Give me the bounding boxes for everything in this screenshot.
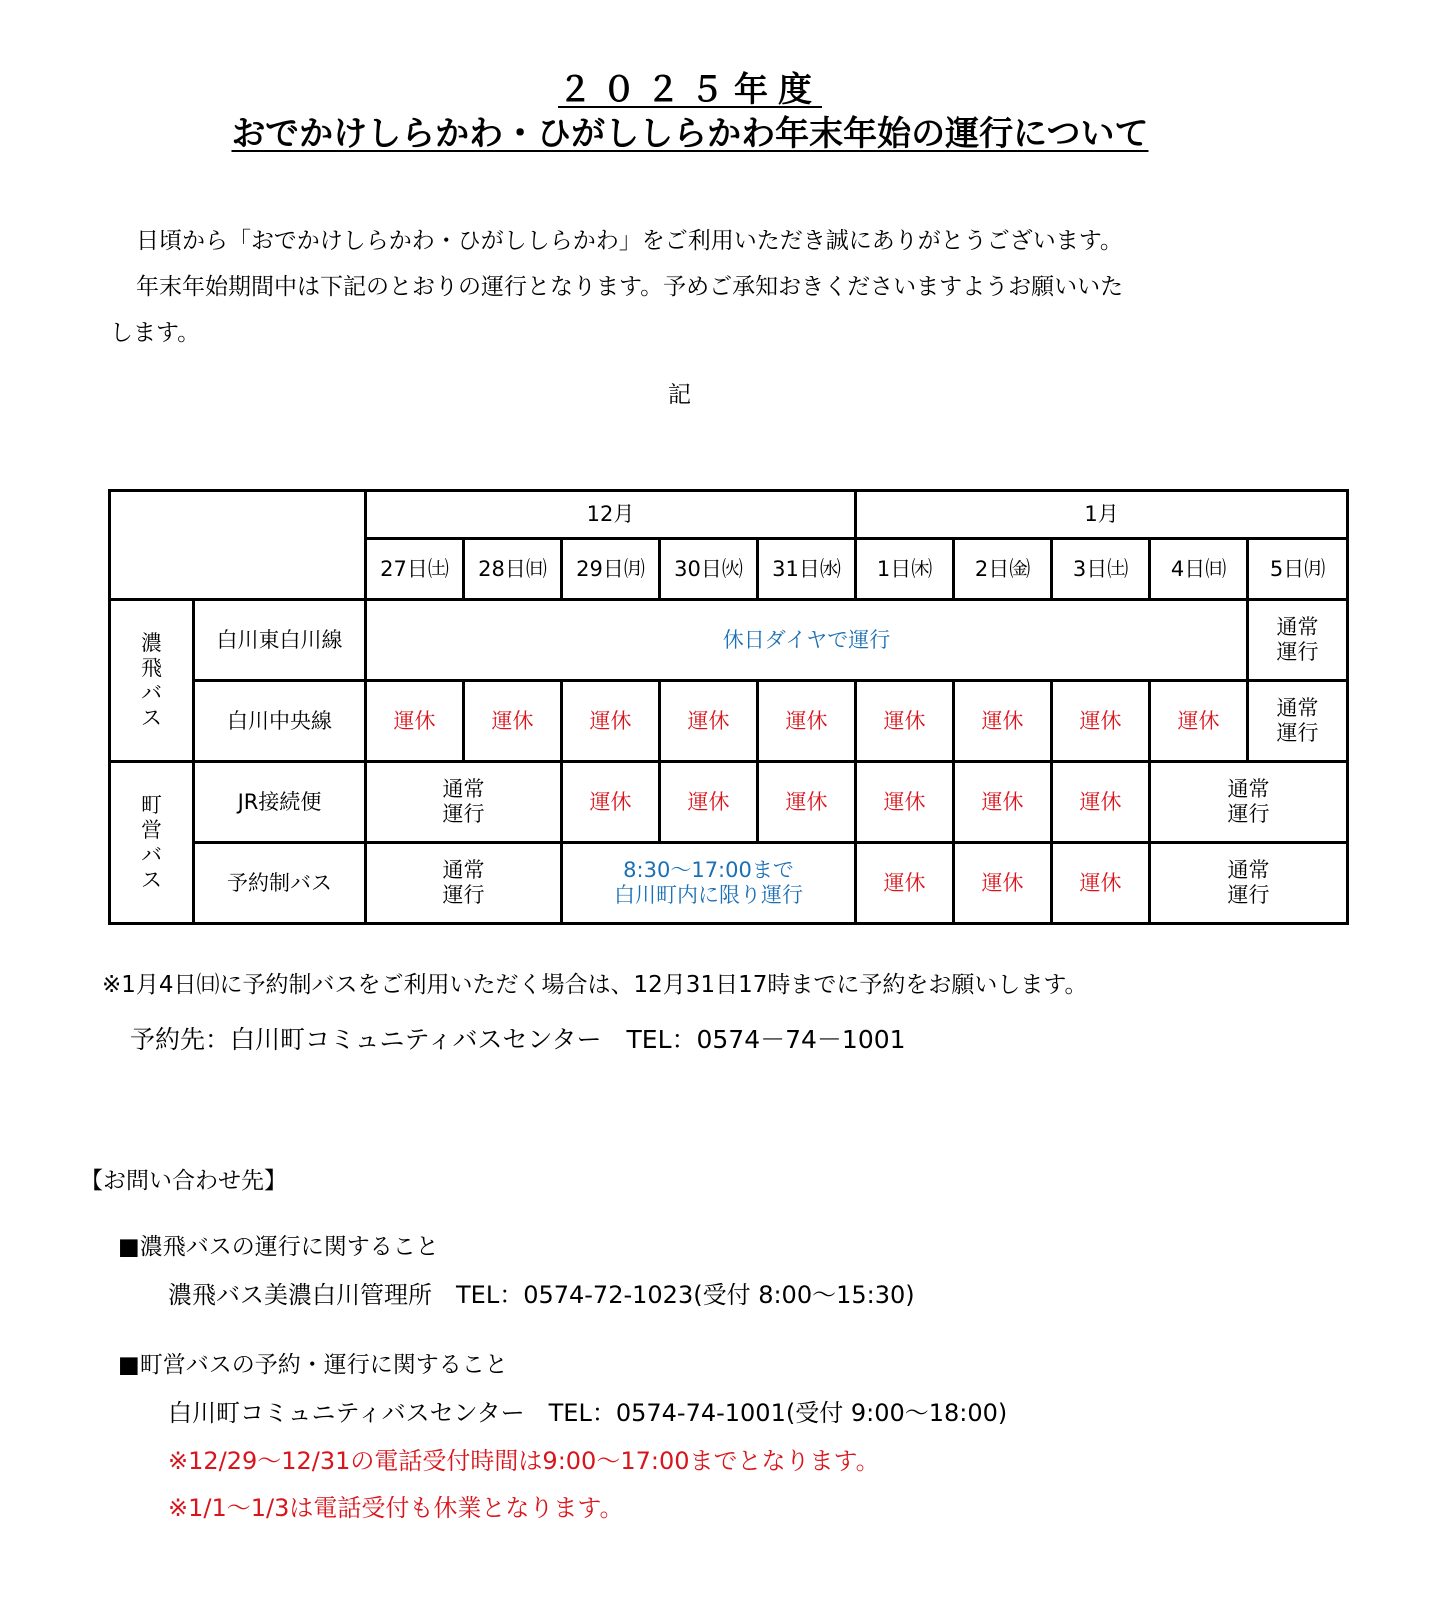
table-row — [110, 681, 1348, 762]
phone-closed-note: ※1/1～1/3は電話受付も休業となります。 — [168, 1494, 624, 1522]
suspended-cell: 運休 — [856, 762, 954, 843]
suspended-cell: 運休 — [954, 843, 1052, 924]
month-header-row — [110, 491, 1348, 539]
suspended-cell: 運休 — [758, 681, 856, 762]
reservation-contact: 予約先：白川町コミュニティバスセンター TEL：0574－74－1001 — [130, 1025, 906, 1054]
suspended-cell: 運休 — [1052, 762, 1150, 843]
route-label: JR接続便 — [194, 762, 366, 843]
town-contact-detail: 白川町コミュニティバスセンター TEL：0574-74-1001(受付 9:00～18:00) — [168, 1399, 1008, 1427]
table-row — [110, 843, 1348, 924]
suspended-cell: 運休 — [954, 681, 1052, 762]
intro-line-3: します。 — [110, 320, 201, 346]
day-header: 5日㈪ — [1248, 539, 1348, 600]
nohi-contact-detail: 濃飛バス美濃白川管理所 TEL：0574-72-1023(受付 8:00～15:30) — [168, 1281, 915, 1309]
day-header: 3日㈯ — [1052, 539, 1150, 600]
suspended-cell: 運休 — [660, 681, 758, 762]
day-header: 28日㈰ — [464, 539, 562, 600]
nohi-contact-heading: ■濃飛バスの運行に関すること — [118, 1234, 439, 1260]
suspended-cell: 運休 — [1052, 681, 1150, 762]
normal-operation-cell: 通常 運行 — [1150, 762, 1348, 843]
day-header: 31日㈬ — [758, 539, 856, 600]
day-header: 4日㈰ — [1150, 539, 1248, 600]
normal-operation-cell: 通常 運行 — [1248, 681, 1348, 762]
suspended-cell: 運休 — [660, 762, 758, 843]
limited-operation-cell: 8:30～17:00まで 白川町内に限り運行 — [562, 843, 856, 924]
day-header: 27日㈯ — [366, 539, 464, 600]
suspended-cell: 運休 — [856, 843, 954, 924]
normal-operation-cell: 通常 運行 — [366, 843, 562, 924]
suspended-cell: 運休 — [954, 762, 1052, 843]
suspended-cell: 運休 — [758, 762, 856, 843]
suspended-cell: 運休 — [1150, 681, 1248, 762]
page-title: おでかけしらかわ・ひがししらかわ年末年始の運行について — [231, 114, 1149, 154]
normal-operation-cell: 通常 運行 — [1150, 843, 1348, 924]
group-label-nohi-bus: 濃 飛 バ ス — [110, 600, 194, 762]
suspended-cell: 運休 — [562, 762, 660, 843]
ki-label: 記 — [668, 382, 691, 408]
month-header: 12月 — [366, 491, 856, 539]
intro-line-2: 年末年始期間中は下記のとおりの運行となります。予めご承知おきくださいますようお願いいた — [136, 274, 1124, 300]
holiday-schedule-cell: 休日ダイヤで運行 — [366, 600, 1248, 681]
schedule-table — [108, 489, 1349, 925]
contact-heading: 【お問い合わせ先】 — [80, 1168, 287, 1194]
reservation-note: ※1月4日㈰に予約制バスをご利用いただく場合は、12月31日17時までに予約をお願いします。 — [102, 972, 1088, 998]
group-label-town-bus: 町 営 バ ス — [110, 762, 194, 924]
normal-operation-cell: 通常 運行 — [1248, 600, 1348, 681]
table-row — [110, 762, 1348, 843]
corner-cell — [110, 491, 366, 600]
day-header: 2日㈮ — [954, 539, 1052, 600]
suspended-cell: 運休 — [856, 681, 954, 762]
intro-line-1: 日頃から「おでかけしらかわ・ひがししらかわ」をご利用いただき誠にありがとうございます。 — [136, 228, 1123, 254]
day-header: 30日㈫ — [660, 539, 758, 600]
day-header: 1日㈭ — [856, 539, 954, 600]
suspended-cell: 運休 — [464, 681, 562, 762]
phone-hours-note: ※12/29～12/31の電話受付時間は9:00～17:00までとなります。 — [168, 1447, 880, 1475]
day-header: 29日㈪ — [562, 539, 660, 600]
town-contact-heading: ■町営バスの予約・運行に関すること — [118, 1352, 508, 1378]
title-year: ２０２５年度 — [558, 70, 822, 110]
suspended-cell: 運休 — [1052, 843, 1150, 924]
normal-operation-cell: 通常 運行 — [366, 762, 562, 843]
route-label: 白川中央線 — [194, 681, 366, 762]
month-header: 1月 — [856, 491, 1348, 539]
suspended-cell: 運休 — [562, 681, 660, 762]
route-label: 白川東白川線 — [194, 600, 366, 681]
table-row — [110, 600, 1348, 681]
route-label: 予約制バス — [194, 843, 366, 924]
suspended-cell: 運休 — [366, 681, 464, 762]
